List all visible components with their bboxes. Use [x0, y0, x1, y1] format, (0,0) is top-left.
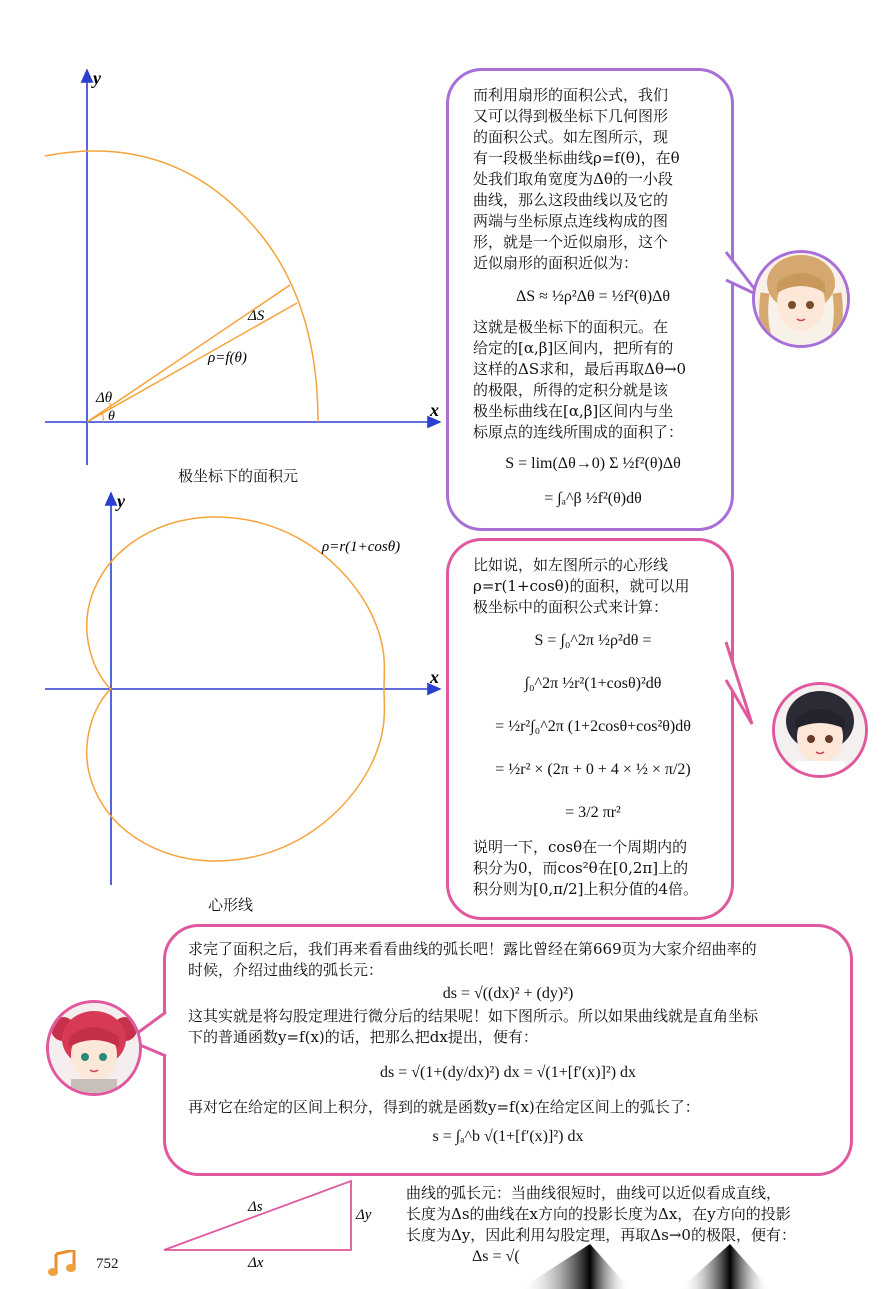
text-line: 两端与坐标原点连线构成的图 — [473, 212, 669, 230]
arc-length-triangle-figure — [150, 1175, 390, 1275]
arc-length-derivative-formula: ds = √(1+(dy/dx)²) dx = √(1+[f′(x)]²) dx — [379, 1064, 637, 1081]
page-number: 752 — [96, 1256, 119, 1272]
text-line: 这就是极坐标下的面积元。在 — [473, 318, 669, 336]
text-line: 说明一下，cosθ在一个周期内的 — [473, 838, 688, 856]
text-line: 极坐标曲线在[α,β]区间内与坐 — [473, 402, 674, 420]
figure1-caption: 极坐标下的面积元 — [178, 467, 299, 485]
axis-x-label: x — [430, 400, 439, 420]
area-element-formula: ΔS ≈ ½ρ²Δθ = ½f²(θ)Δθ — [515, 288, 671, 305]
axis-y-label: y — [117, 491, 125, 511]
occlusion-overlay — [520, 1238, 780, 1289]
character-avatar-brown-hair — [752, 250, 850, 348]
arc-length-limit-formula: Δs = √( — [472, 1248, 520, 1265]
bubble-tail — [724, 640, 764, 730]
text-line: 的面积公式。如左图所示，现 — [473, 128, 669, 146]
axis-y-label: y — [93, 68, 101, 88]
cardioid-formula-step4: = ½r² × (2π + 0 + 4 × ½ × π/2) — [495, 761, 691, 778]
text-line: 这其实就是将勾股定理进行微分后的结果呢！如下图所示。所以如果曲线就是直角坐标 — [188, 1007, 759, 1025]
ray-lower — [87, 303, 297, 422]
text-line: 曲线，那么这段曲线以及它的 — [473, 191, 669, 209]
figure2-caption: 心形线 — [208, 896, 254, 914]
axis-x-label: x — [430, 667, 439, 687]
text-line: 给定的[α,β]区间内，把所有的 — [473, 339, 674, 357]
delta-x-label: Δx — [248, 1255, 264, 1271]
cardioid-formula-step2: ∫₀^2π ½r²(1+cosθ)²dθ — [524, 675, 662, 692]
text-line: 再对它在给定的区间上积分，得到的就是函数y=f(x)在给定区间上的弧长了： — [188, 1098, 700, 1116]
text-line: 积分则为[0,π/2]上积分值的4倍。 — [473, 880, 699, 898]
text-line: 下的普通函数y=f(x)的话，把那么把dx提出，便有： — [188, 1028, 538, 1046]
polar-curve-arc — [45, 151, 318, 422]
explanation-bubble-area-formula — [446, 68, 734, 531]
polar-area-element-figure — [0, 60, 450, 480]
text-line: 积分为0，而cos²θ在[0,2π]上的 — [473, 859, 689, 877]
text-line: 长度为Δs的曲线在x方向的投影长度为Δx，在y方向的投影 — [406, 1205, 791, 1223]
cardioid-formula-step3: = ½r²∫₀^2π (1+2cosθ+cos²θ)dθ — [495, 718, 691, 735]
text-line: ρ=r(1+cosθ)的面积，就可以用 — [473, 577, 690, 595]
text-line: 这样的ΔS求和，最后再取Δθ→0 — [473, 360, 687, 378]
text-line: 曲线的弧长元：当曲线很短时，曲线可以近似看成直线， — [406, 1184, 782, 1202]
text-line: 的极限，所得的定积分就是该 — [473, 381, 669, 399]
cardioid-label: ρ=r(1+cosθ) — [322, 539, 401, 555]
text-line: 时候，介绍过曲线的弧长元： — [188, 961, 384, 979]
text-line: 处我们取角宽度为Δθ的一小段 — [473, 170, 673, 188]
text-line: 近似扇形的面积近似为： — [473, 254, 639, 272]
area-integral-formula: = ∫ₐ^β ½f²(θ)dθ — [544, 490, 642, 507]
arc-length-integral-formula: s = ∫ₐ^b √(1+[f′(x)]²) dx — [432, 1128, 584, 1145]
curve-label: ρ=f(θ) — [208, 350, 247, 366]
text-line: 标原点的连线所围成的面积了： — [473, 423, 684, 441]
text-line: 形，就是一个近似扇形，这个 — [473, 233, 669, 251]
cardioid-formula-step1: S = ∫₀^2π ½ρ²dθ = — [534, 632, 652, 649]
delta-y-label: Δy — [356, 1207, 372, 1223]
arc-length-element-formula: ds = √((dx)² + (dy)²) — [442, 985, 574, 1002]
right-triangle — [164, 1181, 351, 1250]
text-line: 而利用扇形的面积公式，我们 — [473, 86, 669, 104]
explanation-bubble-cardioid — [446, 538, 734, 920]
explanation-bubble-arc-length — [163, 924, 853, 1176]
arc-length-explanation — [406, 1183, 876, 1246]
text-line: 求完了面积之后，我们再来看看曲线的弧长吧！露比曾经在第669页为大家介绍曲率的 — [188, 940, 757, 958]
ray-upper — [87, 285, 290, 422]
theta-label: θ — [108, 409, 115, 424]
text-line: 又可以得到极坐标下几何图形 — [473, 107, 669, 125]
area-limit-formula: S = lim(Δθ→0) Σ ½f²(θ)Δθ — [505, 455, 681, 472]
delta-s-label: ΔS — [248, 308, 265, 324]
music-note-icon — [48, 1250, 78, 1278]
character-avatar-red-hair — [46, 1000, 142, 1096]
delta-theta-label: Δθ — [96, 390, 113, 406]
cardioid-figure — [0, 485, 450, 895]
text-line: 长度为Δy，因此利用勾股定理，再取Δs→0的极限，便有： — [406, 1226, 796, 1244]
text-line: 比如说，如左图所示的心形线 — [473, 556, 669, 574]
text-line: 极坐标中的面积公式来计算： — [473, 598, 669, 616]
text-line: 有一段极坐标曲线ρ=f(θ)，在θ — [473, 149, 680, 167]
character-avatar-black-hair — [772, 682, 868, 778]
delta-s-label: Δs — [248, 1199, 263, 1215]
cardioid-formula-result: = 3/2 πr² — [565, 804, 621, 821]
